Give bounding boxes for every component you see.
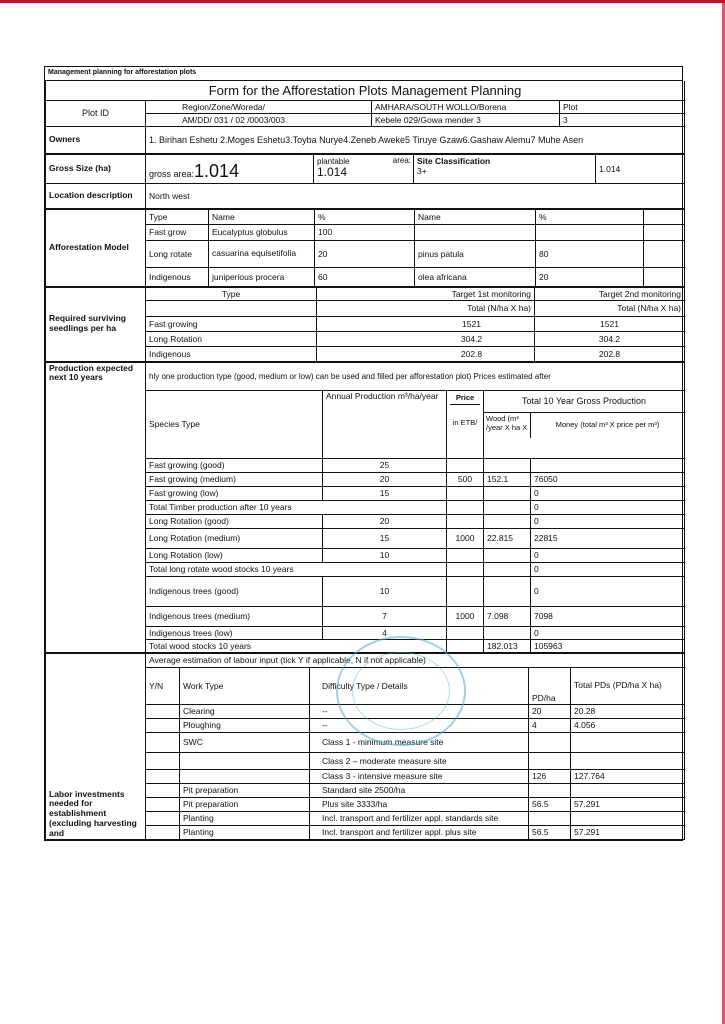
prod-row-money [531, 458, 685, 472]
labor-row-difficulty: Class 3 - intensive measure site [310, 769, 529, 783]
prod-row-price [447, 626, 484, 639]
seedlings-label: Required surviving seedlings per ha [46, 287, 146, 361]
labor-row-total: 57.291 [571, 797, 685, 811]
model-row-name2 [415, 224, 536, 240]
seedlings-row-t2: 202.8 [535, 346, 685, 361]
labor-row-yn [146, 811, 180, 825]
labor-row-difficulty: Class 2 – moderate measure site [310, 752, 529, 769]
model-header-pct2: % [536, 209, 644, 224]
prod-row-annual: 20 [323, 514, 447, 528]
labor-row-pdha [529, 732, 571, 752]
prod-row-species: Long Rotation (low) [146, 548, 323, 562]
prod-row-annual: 15 [323, 528, 447, 548]
prod-row-money: 0 [531, 548, 685, 562]
prod-row-price [447, 639, 484, 652]
labor-row-yn [146, 783, 180, 797]
model-row-type: Fast grow [146, 224, 209, 240]
prod-row-annual: 20 [323, 472, 447, 486]
plantable-label: plantable [317, 156, 350, 166]
model-header-name2: Name [415, 209, 536, 224]
labor-row-yn [146, 704, 180, 718]
labor-row-total: 57.291 [571, 825, 685, 839]
model-header-blank [644, 209, 685, 224]
labor-row-difficulty: Plus site 3333/ha [310, 797, 529, 811]
page-edge-mark [0, 0, 725, 3]
labor-row-pdha: 56.5 [529, 825, 571, 839]
prod-row-annual: 10 [323, 576, 447, 606]
prod-row-price [447, 514, 484, 528]
gross-area-label: gross area: [149, 168, 195, 179]
prod-row-species: Total wood stocks 10 years [146, 639, 447, 652]
labor-row-work [180, 752, 310, 769]
species-type-header: Species Type [146, 390, 323, 458]
afforestation-model-table [45, 209, 685, 287]
prod-row-money: 0 [531, 626, 685, 639]
location-value: North west [146, 183, 685, 208]
total-production-header-cell [484, 390, 685, 458]
prod-row-money: 76050 [531, 472, 685, 486]
labor-header-total: Total PDs (PD/ha X ha) [571, 667, 685, 704]
labor-row-yn [146, 718, 180, 732]
labor-header-work: Work Type [180, 667, 310, 704]
seedlings-col-t1: Target 1st monitoring [317, 287, 535, 300]
prod-row-species: Fast growing (good) [146, 458, 323, 472]
gross-size-label: Gross Size (ha) [46, 154, 146, 183]
prod-row-species: Indigenous trees (low) [146, 626, 323, 639]
model-row-pct2 [536, 224, 644, 240]
labor-row-difficulty: Class 1 - minimum measure site [310, 732, 529, 752]
prod-row-price [447, 548, 484, 562]
plot-id-label: Plot ID [46, 100, 146, 126]
labor-row-work: SWC [180, 732, 310, 752]
prod-row-annual: 15 [323, 486, 447, 500]
model-row-name: juniperious procera [209, 267, 315, 286]
prod-row-price [447, 500, 484, 514]
price-header-cell [447, 390, 484, 458]
location-label: Location description [46, 183, 146, 208]
prod-row-money: 105963 [531, 639, 685, 652]
labor-row-total [571, 783, 685, 797]
prod-row-price [447, 576, 484, 606]
kebele-value: Kebele 029/Gowa mender 3 [372, 113, 560, 126]
labor-row-total: 20.28 [571, 704, 685, 718]
labor-row-total [571, 752, 685, 769]
annual-production-header: Annual Production m³/ha/year [323, 390, 447, 458]
seedlings-row-type: Indigenous [146, 346, 317, 361]
gross-area-value: 1.014 [194, 160, 240, 181]
labor-row-work: Pit preparation [180, 797, 310, 811]
model-row-type: Long rotate [146, 240, 209, 267]
labor-row-total [571, 732, 685, 752]
labor-row-total: 4.056 [571, 718, 685, 732]
labor-header-difficulty: Difficulty Type / Details [310, 667, 529, 704]
prod-row-species: Fast growing (medium) [146, 472, 323, 486]
model-header-pct: % [315, 209, 415, 224]
model-row-blank [644, 267, 685, 286]
price-header: Price [450, 392, 480, 405]
seedlings-sub-total-2: Total (N/ha X ha) [535, 300, 685, 316]
labor-label: Labor investments needed for establishment (excluding harvesting and [46, 653, 146, 839]
labor-row-difficulty: -- [310, 704, 529, 718]
labor-row-pdha: 126 [529, 769, 571, 783]
model-row-pct2: 80 [536, 240, 644, 267]
owners-label: Owners [46, 126, 146, 153]
labor-row-difficulty: Incl. transport and fertilizer appl. plus site [310, 825, 529, 839]
labor-row-difficulty: Incl. transport and fertilizer appl. standards site [310, 811, 529, 825]
prod-row-price: 500 [447, 472, 484, 486]
prod-row-species: Long Rotation (medium) [146, 528, 323, 548]
gross-size-total: 1.014 [596, 154, 685, 183]
prod-row-species: Fast growing (low) [146, 486, 323, 500]
prod-row-annual: 10 [323, 548, 447, 562]
labor-row-total [571, 811, 685, 825]
money-header: Money (total m³ X price per m³) [555, 420, 660, 430]
model-row-name: casuarina equisetifolia [209, 240, 315, 267]
production-table [45, 362, 685, 653]
plot-code: AM/DD/ 031 / 02 /0003/003 [146, 113, 372, 126]
seedlings-col-t2: Target 2nd monitoring [535, 287, 685, 300]
seedlings-row-type: Long Rotation [146, 331, 317, 346]
prod-row-wood: 22.815 [484, 528, 531, 548]
labor-estimation-note: Average estimation of labour input (tick Y if applicable, N if not applicable) [146, 653, 685, 667]
prod-row-money: 0 [531, 486, 685, 500]
labor-row-pdha [529, 811, 571, 825]
labor-row-difficulty: Standard site 2500/ha [310, 783, 529, 797]
prod-row-wood [484, 514, 531, 528]
prod-row-annual: 25 [323, 458, 447, 472]
labor-row-work: Planting [180, 811, 310, 825]
model-row-name2: olea africana [415, 267, 536, 286]
plantable-value: 1.014 [317, 164, 348, 179]
labor-row-pdha: 4 [529, 718, 571, 732]
model-row-type: Indigenous [146, 267, 209, 286]
price-unit: in ETB/ [452, 417, 478, 427]
prod-row-money: 7098 [531, 606, 685, 626]
seedlings-row-type: Fast growing [146, 316, 317, 331]
gross-area-cell [146, 154, 314, 183]
prod-row-wood [484, 576, 531, 606]
labor-row-difficulty: -- [310, 718, 529, 732]
model-header-type: Type [146, 209, 209, 224]
labor-row-yn [146, 825, 180, 839]
model-header-name: Name [209, 209, 315, 224]
wood-header: Wood (m³ /year X ha X [484, 413, 531, 437]
prod-row-price: 1000 [447, 528, 484, 548]
model-row-blank [644, 240, 685, 267]
prod-row-wood [484, 458, 531, 472]
seedlings-sub-total-1: Total (N/ha X ha) [317, 300, 535, 316]
seedlings-row-t1: 1521 [317, 316, 535, 331]
seedlings-row-t2: 304.2 [535, 331, 685, 346]
prod-row-money: 0 [531, 576, 685, 606]
management-form [44, 66, 683, 841]
prod-row-wood [484, 486, 531, 500]
prod-row-wood [484, 626, 531, 639]
region-value: AMHARA/SOUTH WOLLO/Borena [372, 100, 560, 113]
production-note: hly one production type (good, medium or low) can be used and filled per afforestation plot) Prices estimated after [146, 362, 685, 390]
site-class-cell [414, 154, 596, 183]
prod-row-species: Total Timber production after 10 years [146, 500, 447, 514]
prod-row-money: 0 [531, 562, 685, 576]
region-label: Region/Zone/Woreda/ [146, 100, 372, 113]
model-row-pct: 60 [315, 267, 415, 286]
prod-row-price [447, 562, 484, 576]
prod-row-species: Total long rotate wood stocks 10 years [146, 562, 447, 576]
prod-row-wood: 182.013 [484, 639, 531, 652]
model-row-pct2: 20 [536, 267, 644, 286]
prod-row-annual: 7 [323, 606, 447, 626]
form-title: Form for the Afforestation Plots Management Planning [46, 81, 685, 100]
seedlings-sub-blank [146, 300, 317, 316]
labor-row-work: Planting [180, 825, 310, 839]
model-row-pct: 20 [315, 240, 415, 267]
labor-table [45, 653, 685, 840]
prod-row-species: Long Rotation (good) [146, 514, 323, 528]
plantable-area-label: area: [392, 155, 412, 165]
model-row-name2: pinus patula [415, 240, 536, 267]
model-row-pct: 100 [315, 224, 415, 240]
seedlings-col-type: Type [146, 287, 317, 300]
prod-row-money: 0 [531, 500, 685, 514]
prod-row-price: 1000 [447, 606, 484, 626]
prod-row-money: 22815 [531, 528, 685, 548]
prod-row-annual: 4 [323, 626, 447, 639]
prod-row-wood: 7.098 [484, 606, 531, 626]
prod-row-wood [484, 500, 531, 514]
owners-value: 1. Birihan Eshetu 2.Moges Eshetu3.Toyba Nurye4.Zeneb Aweke5 Tiruye Gzaw6.Gashaw Alemu7 Muhe Asen [146, 126, 685, 153]
plot-number: 3 [560, 113, 685, 126]
labor-row-yn [146, 769, 180, 783]
labor-row-work: Ploughing [180, 718, 310, 732]
labor-row-work: Pit preparation [180, 783, 310, 797]
prod-row-money: 0 [531, 514, 685, 528]
site-class-label: Site Classification [417, 155, 491, 166]
prod-row-price [447, 486, 484, 500]
form-header-small: Management planning for afforestation plots [45, 67, 682, 81]
model-row-name: Eucalyptus globulus [209, 224, 315, 240]
labor-row-yn [146, 732, 180, 752]
seedlings-row-t1: 304.2 [317, 331, 535, 346]
labor-row-pdha: 20 [529, 704, 571, 718]
form-table-top [45, 81, 685, 154]
prod-row-wood [484, 548, 531, 562]
prod-row-species: Indigenous trees (medium) [146, 606, 323, 626]
prod-row-wood: 152.1 [484, 472, 531, 486]
plot-label: Plot [560, 100, 685, 113]
prod-row-species: Indigenous trees (good) [146, 576, 323, 606]
labor-row-work [180, 769, 310, 783]
model-label: Afforestation Model [46, 209, 146, 286]
total-production-header: Total 10 Year Gross Production [484, 391, 684, 414]
site-class-value: 3+ [417, 165, 427, 176]
labor-row-yn [146, 797, 180, 811]
prod-row-price [447, 458, 484, 472]
labor-row-pdha [529, 783, 571, 797]
seedlings-table [45, 287, 685, 362]
seedlings-row-t2: 1521 [535, 316, 685, 331]
labor-row-total: 127.764 [571, 769, 685, 783]
seedlings-row-t1: 202.8 [317, 346, 535, 361]
labor-row-work: Clearing [180, 704, 310, 718]
model-row-blank [644, 224, 685, 240]
plantable-cell [314, 154, 414, 183]
labor-header-pdha: PD/ha [529, 667, 571, 704]
labor-header-yn: Y/N [146, 667, 180, 704]
labor-row-pdha [529, 752, 571, 769]
production-label-text: Production expected next 10 years [49, 362, 134, 383]
prod-row-wood [484, 562, 531, 576]
labor-row-yn [146, 752, 180, 769]
production-label [46, 362, 146, 652]
gross-size-table [45, 154, 685, 209]
labor-row-pdha: 56.5 [529, 797, 571, 811]
